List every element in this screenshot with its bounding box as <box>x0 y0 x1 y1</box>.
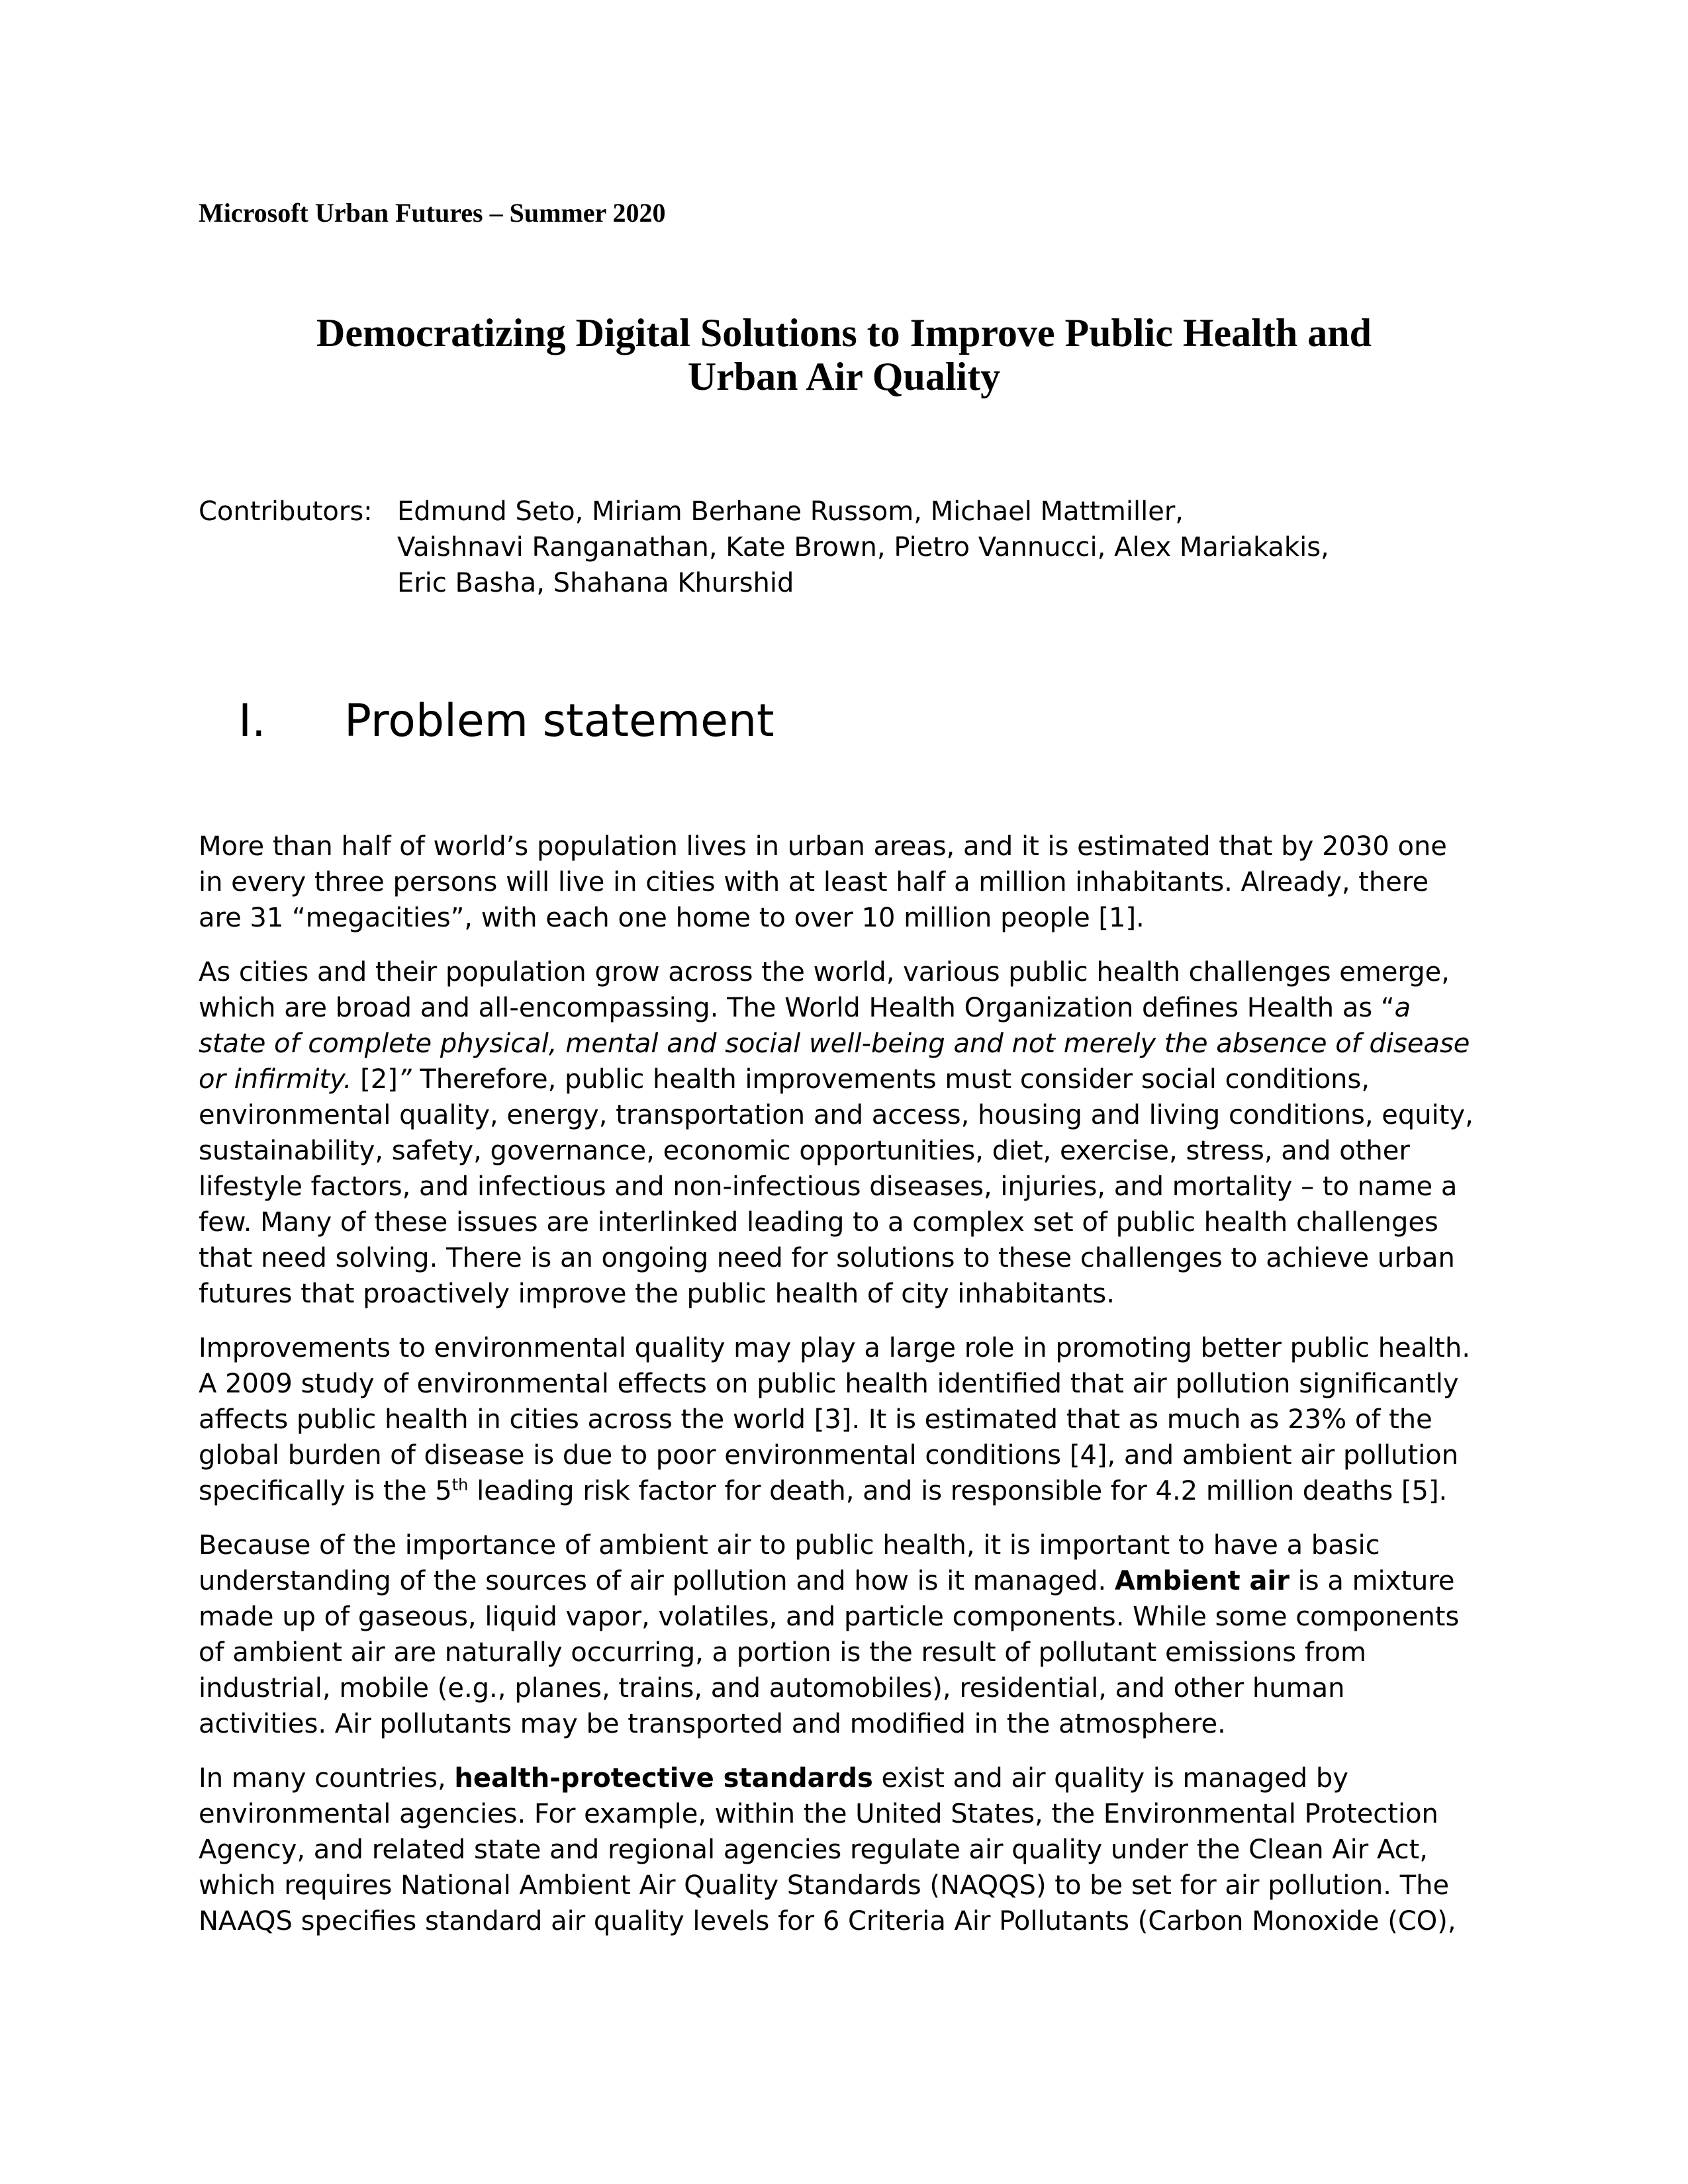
text-line: are 31 “megacities”, with each one home to over 10 million people [1]. <box>199 903 1145 933</box>
text-line: made up of gaseous, liquid vapor, volatiles, and particle components. While some components <box>199 1602 1460 1632</box>
text-line <box>199 1760 1489 1796</box>
document-title <box>199 311 1489 398</box>
text-line: few. Many of these issues are interlinked leading to a complex set of public health challenges <box>199 1207 1438 1238</box>
paragraph-5 <box>199 1760 1489 1939</box>
italic-run: a <box>1394 993 1411 1023</box>
italic-run: ” <box>397 1064 412 1095</box>
body-text <box>199 829 1489 1958</box>
text-line: affects public health in cities across the world [3]. It is estimated that as much as 23% of the <box>199 1404 1432 1435</box>
text-run: leading risk factor for death, and is responsible for 4.2 million deaths [5]. <box>468 1476 1448 1506</box>
text-line: Agency, and related state and regional agencies regulate air quality under the Clean Air Act, <box>199 1835 1428 1865</box>
italic-run: state of complete physical, mental and social well-being and not merely the absence of disease <box>199 1028 1470 1059</box>
text-run: exist and air quality is managed by <box>872 1763 1348 1794</box>
text-line: Improvements to environmental quality may play a large role in promoting better public health. <box>199 1333 1471 1363</box>
bold-term: Ambient air <box>1114 1566 1289 1596</box>
text-line: A 2009 study of environmental effects on public health identified that air pollution significantly <box>199 1369 1459 1399</box>
text-line <box>199 1062 1489 1097</box>
section-heading <box>238 694 774 749</box>
paragraph-2 <box>199 954 1489 1312</box>
text-line: futures that proactively improve the public health of city inhabitants. <box>199 1279 1115 1309</box>
superscript: th <box>451 1475 469 1494</box>
text-run: is a mixture <box>1289 1566 1455 1596</box>
contributors-line: Vaishnavi Ranganathan, Kate Brown, Pietro Vannucci, Alex Mariakakis, <box>397 532 1329 563</box>
text-line: environmental agencies. For example, within the United States, the Environmental Protection <box>199 1799 1438 1829</box>
text-line: environmental quality, energy, transportation and access, housing and living conditions, equity, <box>199 1100 1474 1130</box>
reference-run: [2] <box>352 1064 398 1095</box>
bold-term: health-protective standards <box>454 1763 873 1794</box>
paragraph-1 <box>199 829 1489 936</box>
text-line: lifestyle factors, and infectious and non-infectious diseases, injuries, and mortality – to name a <box>199 1171 1458 1202</box>
text-line: in every three persons will live in cities with at least half a million inhabitants. Already, there <box>199 867 1429 897</box>
contributors-list <box>397 494 1329 601</box>
contributors-line: Eric Basha, Shahana Khurshid <box>397 568 794 598</box>
text-line: Because of the importance of ambient air to public health, it is important to have a basic <box>199 1530 1380 1561</box>
text-line: More than half of world’s population lives in urban areas, and it is estimated that by 2030 one <box>199 831 1447 862</box>
text-line: NAAQS specifies standard air quality levels for 6 Criteria Air Pollutants (Carbon Monoxide (CO), <box>199 1906 1456 1936</box>
text-run: which are broad and all-encompassing. The World Health Organization defines Health as “ <box>199 993 1395 1023</box>
italic-run: or infirmity. <box>199 1064 352 1095</box>
paragraph-3 <box>199 1330 1489 1509</box>
contributors-label: Contributors: <box>199 496 373 527</box>
contributors-block <box>199 494 1489 601</box>
title-line-1: Democratizing Digital Solutions to Improve Public Health and <box>316 311 1372 355</box>
running-header: Microsoft Urban Futures – Summer 2020 <box>199 198 666 228</box>
text-line: that need solving. There is an ongoing need for solutions to these challenges to achieve urban <box>199 1243 1455 1273</box>
text-line: activities. Air pollutants may be transported and modified in the atmosphere. <box>199 1709 1226 1739</box>
text-line <box>199 990 1489 1026</box>
text-line: As cities and their population grow across the world, various public health challenges emerge, <box>199 957 1450 987</box>
text-line: industrial, mobile (e.g., planes, trains, and automobiles), residential, and other human <box>199 1673 1345 1704</box>
text-line: which requires National Ambient Air Quality Standards (NAQQS) to be set for air pollution. The <box>199 1870 1450 1901</box>
text-line <box>199 1026 1489 1062</box>
text-line <box>199 1563 1489 1599</box>
text-line: of ambient air are naturally occurring, a portion is the result of pollutant emissions from <box>199 1637 1366 1668</box>
contributors-line: Edmund Seto, Miriam Berhane Russom, Michael Mattmiller, <box>397 496 1184 527</box>
section-number: I. <box>238 695 266 747</box>
text-line <box>199 1473 1489 1509</box>
section-title: Problem statement <box>344 695 774 747</box>
text-run: specifically is the 5 <box>199 1476 452 1506</box>
text-run: Therefore, public health improvements must consider social conditions, <box>411 1064 1370 1095</box>
title-line-2: Urban Air Quality <box>687 355 1001 398</box>
text-line: sustainability, safety, governance, economic opportunities, diet, exercise, stress, and other <box>199 1136 1410 1166</box>
text-run: In many countries, <box>199 1763 455 1794</box>
paragraph-4 <box>199 1527 1489 1742</box>
text-run: understanding of the sources of air pollution and how is it managed. <box>199 1566 1115 1596</box>
text-line: global burden of disease is due to poor environmental conditions [4], and ambient air pollution <box>199 1440 1459 1471</box>
